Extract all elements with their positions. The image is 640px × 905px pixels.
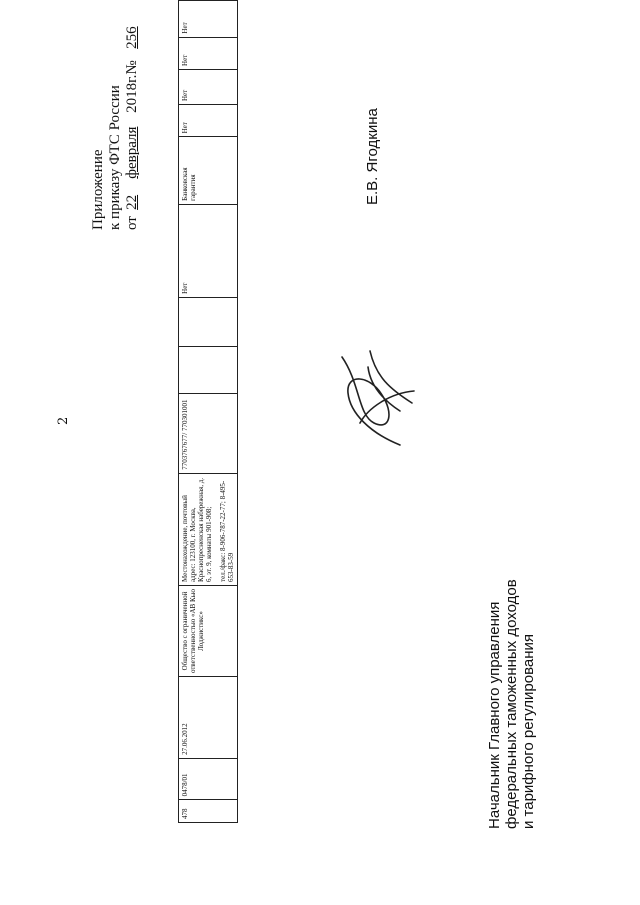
cell-reg-number: 0478/01 <box>179 758 238 800</box>
cell-row-no: 478 <box>179 800 238 823</box>
cell-n3: Нет <box>179 37 238 69</box>
appendix-no-sign: № <box>124 60 140 75</box>
appendix-month: февраля <box>124 126 140 179</box>
appendix-date-line <box>124 19 141 230</box>
signer-line-3: и тарифного регулирования <box>520 634 537 829</box>
cell-address <box>179 473 238 585</box>
signer-name: Е.В. Ягодкина <box>364 108 381 205</box>
appendix-header <box>90 19 141 230</box>
page-number: 2 <box>56 416 71 425</box>
cell-empty-1 <box>179 347 238 394</box>
cell-n1: Нет <box>179 105 238 137</box>
appendix-day: 22 <box>124 194 140 210</box>
appendix-from: от <box>124 216 140 230</box>
cell-guarantee: Банковская гарантия <box>179 137 238 204</box>
cell-empty-2 <box>179 297 238 346</box>
phone-text: тел./факс: 8-906-787-22-77; 8-495-653-83-59 <box>219 480 235 582</box>
cell-date: 27.06.2012 <box>179 677 238 759</box>
signer-title <box>486 579 537 829</box>
signer-line-2: федеральных таможенных доходов <box>503 579 520 829</box>
address-text: Местонахождение, почтовый адрес: 123100, г. Москва, Краснопресненская набережная, д. 6, эт. 9, комнаты 901-908; <box>181 477 213 582</box>
cell-org-name: Общество с ограниченной ответственностью «АВ Кью Лоджистикс» <box>179 585 238 676</box>
appendix-year: 2018г. <box>124 74 140 113</box>
appendix-title: Приложение <box>90 149 106 230</box>
signer-line-1: Начальник Главного управления <box>486 601 503 829</box>
register-table <box>178 0 238 823</box>
cell-n2: Нет <box>179 69 238 104</box>
handwritten-signature <box>330 343 420 453</box>
appendix-number: 256 <box>124 26 140 49</box>
cell-inn-kpp: 7703767677/ 770301001 <box>179 393 238 473</box>
cell-n4: Нет <box>179 1 238 38</box>
appendix-order-ref: к приказу ФТС России <box>107 85 123 230</box>
cell-x3: Нет <box>179 204 238 297</box>
